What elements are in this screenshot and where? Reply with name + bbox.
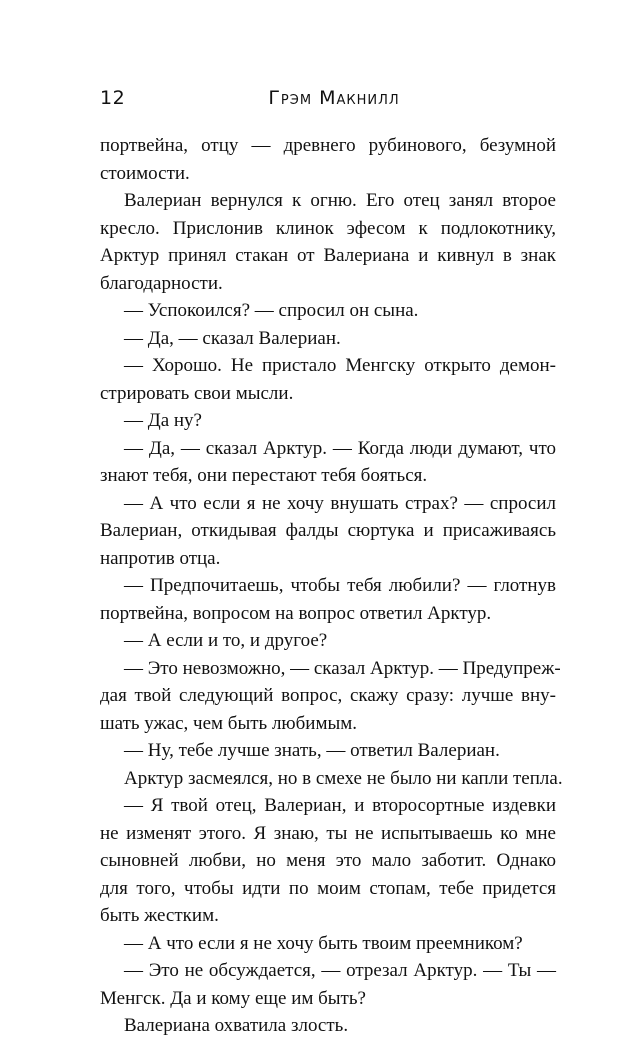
text-line: не изменят этого. Я знаю, ты не испытываешь ко мне	[100, 822, 556, 844]
text-line: сыновней любви, но меня это мало заботит. Однако	[100, 850, 556, 871]
text-line: стоимости.	[100, 162, 190, 184]
text-line: — А что если я не хочу быть твоим преемником?	[124, 932, 523, 954]
text-line: — А что если я не хочу внушать страх? — спросил	[124, 492, 556, 514]
text-line: Валериан вернулся к огню. Его отец занял второе	[124, 190, 556, 211]
text-line: шать ужас, чем быть любимым.	[100, 712, 358, 734]
text-line: Валериана охватила злость.	[124, 1015, 349, 1036]
body-text	[100, 132, 563, 1040]
text-line: — А если и то, и другое?	[124, 630, 328, 651]
text-line: — Предпочитаешь, чтобы тебя любили? — глотнув	[124, 575, 556, 596]
text-line: благодарности.	[100, 272, 223, 294]
text-line: — Да, — сказал Арктур. — Когда люди думают, что	[124, 437, 556, 459]
text-line: дая твой следующий вопрос, скажу сразу: лучше вну-	[100, 685, 556, 706]
text-line: портвейна, вопросом на вопрос ответил Арктур.	[100, 602, 492, 624]
text-line: — Я твой отец, Валериан, и второсортные издевки	[124, 795, 556, 816]
text-line: знают тебя, они перестают тебя бояться.	[100, 465, 428, 486]
text-line: — Хорошо. Не пристало Менгску открыто демон-	[124, 355, 556, 376]
text-line: — Это не обсуждается, — отрезал Арктур. — Ты —	[124, 960, 556, 981]
text-line: кресло. Прислонив клинок эфесом к подлокотнику,	[100, 217, 556, 239]
text-line: напротив отца.	[100, 547, 221, 569]
text-line: Арктур принял стакан от Валериана и кивнул в знак	[100, 245, 556, 266]
text-line: Арктур засмеялся, но в смехе не было ни капли тепла.	[124, 767, 563, 789]
text-line: — Ну, тебе лучше знать, — ответил Валериан.	[124, 740, 500, 761]
text-line: — Да, — сказал Валериан.	[124, 327, 341, 349]
text-line: стрировать свои мысли.	[100, 382, 294, 404]
text-line: быть жестким.	[100, 905, 219, 926]
text-line: Валериан, откидывая фалды сюртука и присаживаясь	[100, 520, 556, 541]
author-name: Грэм Макнилл	[268, 87, 400, 109]
text-line: Менгск. Да и кому еще им быть?	[100, 987, 366, 1009]
text-line: — Успокоился? — спросил он сына.	[124, 300, 419, 321]
text-line: — Да ну?	[124, 410, 202, 431]
page-number: 12	[100, 87, 126, 109]
text-line: портвейна, отцу — древнего рубинового, безумной	[100, 135, 556, 156]
running-head	[100, 87, 556, 115]
text-line: — Это невозможно, — сказал Арктур. — Предупреж-	[124, 657, 561, 679]
text-line: для того, чтобы идти по моим стопам, тебе придется	[100, 877, 556, 899]
